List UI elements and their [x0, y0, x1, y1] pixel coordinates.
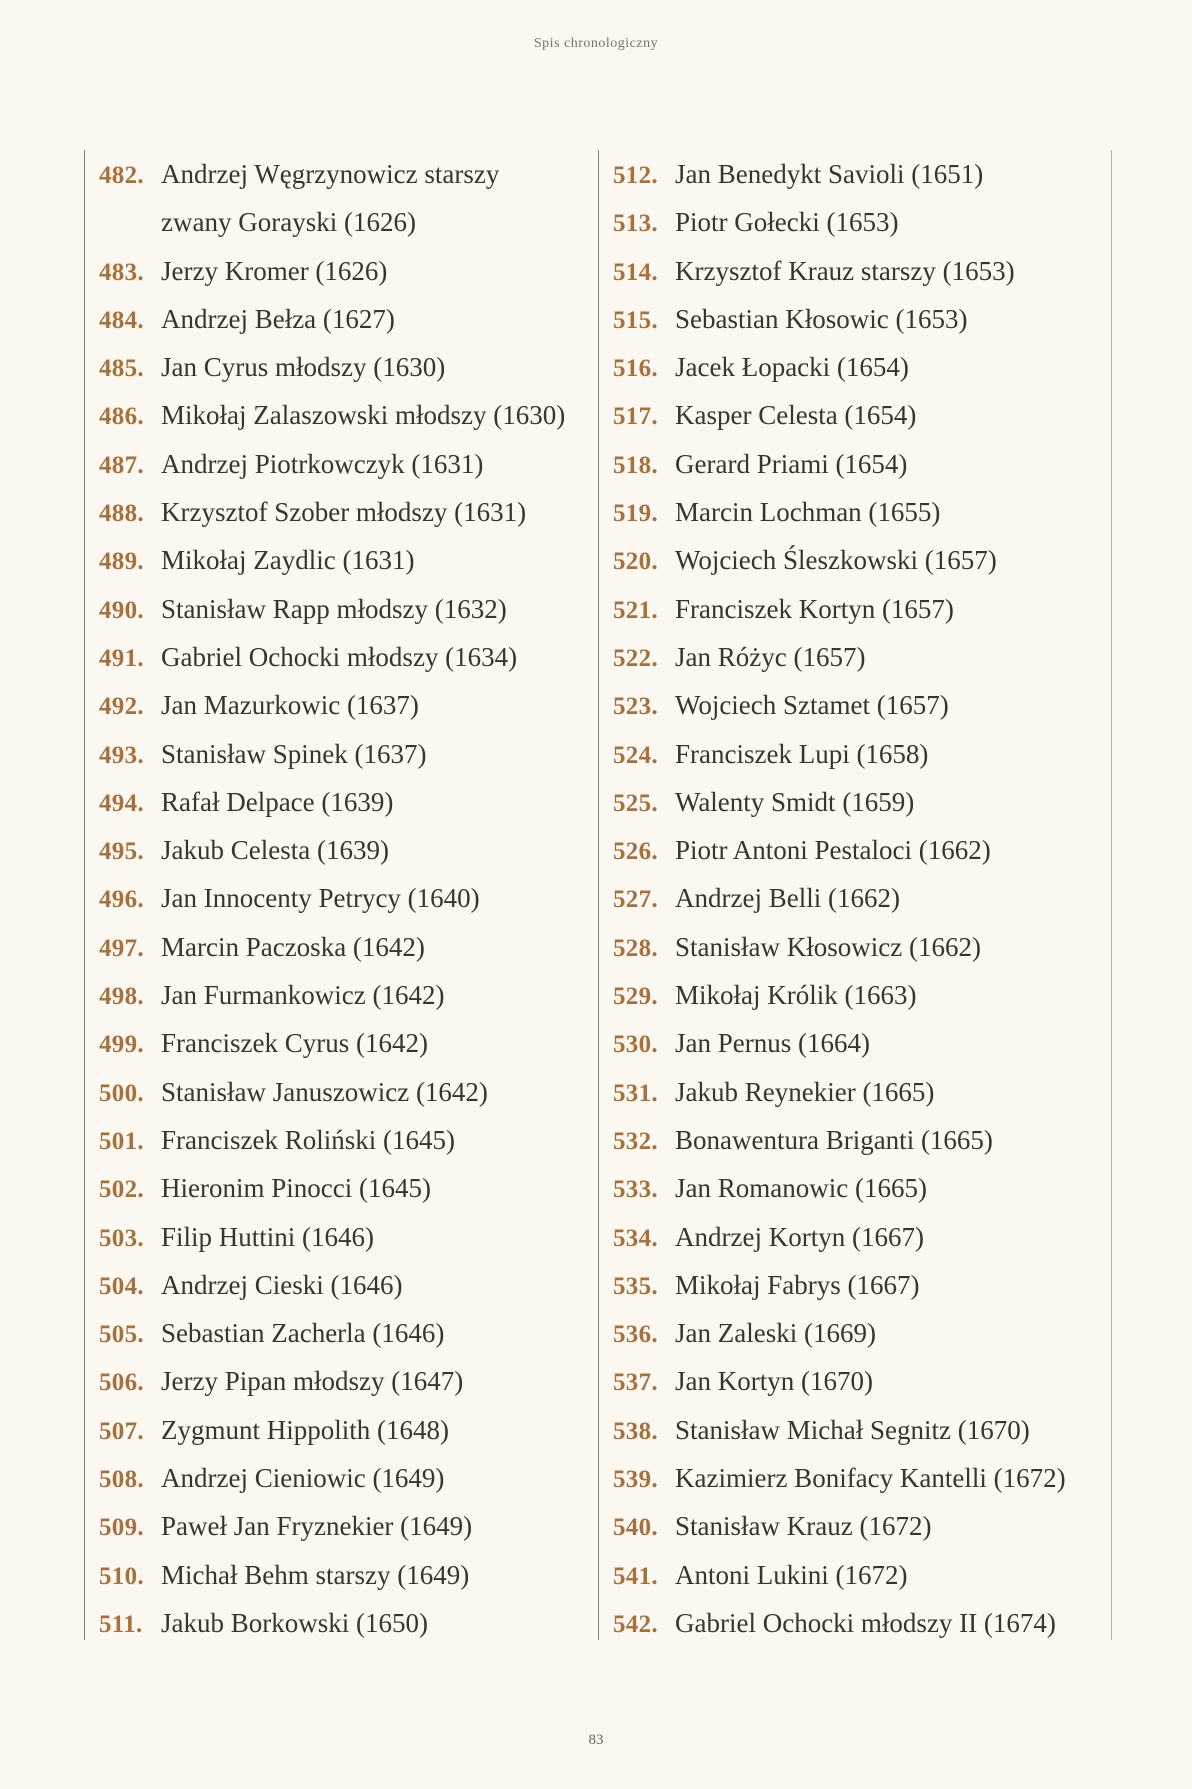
list-item — [85, 971, 590, 1019]
entry-number: 496. — [99, 886, 144, 914]
entry-name: Mikołaj Zaydlic (1631) — [161, 545, 415, 576]
entry-number: 528. — [613, 934, 658, 962]
entry-number: 536. — [613, 1321, 658, 1349]
list-item — [599, 1019, 1111, 1067]
entry-number: 498. — [99, 983, 144, 1011]
entry-number: 493. — [99, 741, 144, 769]
entry-number: 497. — [99, 934, 144, 962]
entry-name: Krzysztof Krauz starszy (1653) — [675, 255, 1015, 286]
entry-number: 485. — [99, 355, 144, 383]
list-item — [599, 150, 1111, 198]
entry-name: Jan Furmankowicz (1642) — [161, 980, 445, 1011]
entry-name: Jakub Celesta (1639) — [161, 835, 389, 866]
list-item — [599, 391, 1111, 439]
entry-number: 491. — [99, 644, 144, 672]
entry-number: 525. — [613, 789, 658, 817]
entry-number: 482. — [99, 162, 144, 189]
entry-name: Jerzy Pipan młodszy (1647) — [161, 1366, 464, 1397]
entry-number: 510. — [99, 1562, 144, 1590]
list-item — [85, 1213, 590, 1261]
entry-number: 516. — [613, 355, 658, 383]
list-item — [85, 1357, 590, 1405]
entry-name: Sebastian Zacherla (1646) — [161, 1318, 445, 1349]
entry-number: 499. — [99, 1031, 144, 1059]
entry-number: 530. — [613, 1031, 658, 1059]
entry-number: 529. — [613, 983, 658, 1011]
entry-number: 504. — [99, 1272, 144, 1300]
list-item — [599, 1502, 1111, 1550]
list-item — [599, 1406, 1111, 1454]
list-item — [599, 1357, 1111, 1405]
list-item — [599, 874, 1111, 922]
list-item — [85, 826, 590, 874]
list-item — [85, 536, 590, 584]
entry-name: Stanisław Michał Segnitz (1670) — [675, 1414, 1030, 1445]
entry-name: Jakub Reynekier (1665) — [675, 1076, 935, 1107]
list-item — [85, 778, 590, 826]
entry-name: Wojciech Śleszkowski (1657) — [675, 545, 997, 576]
entry-name: Franciszek Kortyn (1657) — [675, 593, 954, 624]
entry-name: Piotr Gołecki (1653) — [675, 207, 899, 238]
list-item — [599, 343, 1111, 391]
entry-name: Jacek Łopacki (1654) — [675, 352, 909, 383]
right-column — [598, 150, 1112, 1640]
entry-name: Jan Kortyn (1670) — [675, 1366, 873, 1397]
list-item — [85, 874, 590, 922]
list-item — [599, 1599, 1111, 1647]
entry-name: Jakub Borkowski (1650) — [161, 1607, 428, 1638]
entry-name: Kasper Celesta (1654) — [675, 400, 917, 431]
entry-name: Franciszek Lupi (1658) — [675, 738, 929, 769]
entry-name: Paweł Jan Fryznekier (1649) — [161, 1511, 473, 1542]
entry-number: 495. — [99, 838, 144, 866]
entry-name: Andrzej Bełza (1627) — [161, 303, 395, 334]
list-item — [85, 681, 590, 729]
list-item — [85, 730, 590, 778]
list-item — [599, 633, 1111, 681]
list-item — [85, 1599, 590, 1647]
entry-name: Jan Zaleski (1669) — [675, 1318, 876, 1349]
entry-number: 503. — [99, 1224, 144, 1252]
entry-name: Jan Romanowic (1665) — [675, 1173, 927, 1204]
entry-number: 526. — [613, 838, 658, 866]
entry-number: 537. — [613, 1369, 658, 1397]
entry-name: Hieronim Pinocci (1645) — [161, 1173, 431, 1204]
entry-name: Antoni Lukini (1672) — [675, 1559, 908, 1590]
entry-name: Stanisław Januszowicz (1642) — [161, 1076, 488, 1107]
list-item — [85, 1164, 590, 1212]
entry-number: 540. — [613, 1514, 658, 1542]
entry-name: Jan Różyc (1657) — [675, 641, 866, 672]
list-item — [85, 1454, 590, 1502]
entry-number: 500. — [99, 1079, 144, 1107]
entry-name: Stanisław Krauz (1672) — [675, 1511, 932, 1542]
entry-name: Kazimierz Bonifacy Kantelli (1672) — [675, 1463, 1066, 1494]
page-number: 83 — [588, 1732, 604, 1748]
entry-number: 488. — [99, 500, 144, 528]
entry-number: 519. — [613, 500, 658, 528]
entry-number: 534. — [613, 1224, 658, 1252]
entry-name: Mikołaj Fabrys (1667) — [675, 1269, 920, 1300]
list-item — [599, 1164, 1111, 1212]
list-item — [599, 971, 1111, 1019]
entry-number: 483. — [99, 258, 144, 286]
entry-name: Krzysztof Szober młodszy (1631) — [161, 497, 527, 528]
list-item — [85, 1261, 590, 1309]
entry-number: 514. — [613, 258, 658, 286]
entry-name: Jerzy Kromer (1626) — [161, 255, 388, 286]
entry-number: 509. — [99, 1514, 144, 1542]
entry-number: 505. — [99, 1321, 144, 1349]
list-item — [85, 1019, 590, 1067]
entry-name: Wojciech Sztamet (1657) — [675, 690, 949, 721]
entry-number: 494. — [99, 789, 144, 817]
entry-number: 539. — [613, 1466, 658, 1494]
entry-name: Jan Mazurkowic (1637) — [161, 690, 419, 721]
list-item — [85, 1309, 590, 1357]
entry-number: 522. — [613, 644, 658, 672]
entry-name: Marcin Paczoska (1642) — [161, 931, 425, 962]
list-item — [85, 198, 590, 246]
entry-name: Franciszek Cyrus (1642) — [161, 1028, 428, 1059]
list-item — [85, 247, 590, 295]
list-item — [599, 536, 1111, 584]
list-item — [85, 1406, 590, 1454]
entry-name: Franciszek Roliński (1645) — [161, 1124, 455, 1155]
entry-number: 538. — [613, 1417, 658, 1445]
entry-number: 532. — [613, 1127, 658, 1155]
list-item — [85, 1502, 590, 1550]
entry-number: 524. — [613, 741, 658, 769]
entry-name: Mikołaj Zalaszowski młodszy (1630) — [161, 400, 566, 431]
list-item — [599, 1068, 1111, 1116]
list-item — [85, 585, 590, 633]
entry-name: Filip Huttini (1646) — [161, 1221, 375, 1252]
list-item — [599, 440, 1111, 488]
entry-name: Gabriel Ochocki młodszy II (1674) — [675, 1607, 1056, 1638]
entry-number: 513. — [613, 210, 658, 238]
entry-name: Stanisław Kłosowicz (1662) — [675, 931, 981, 962]
entry-name: Michał Behm starszy (1649) — [161, 1559, 470, 1590]
entry-name: Jan Benedykt Savioli (1651) — [675, 159, 984, 189]
list-item — [599, 1309, 1111, 1357]
entry-name: Andrzej Piotrkowczyk (1631) — [161, 448, 484, 479]
entry-number: 511. — [99, 1610, 143, 1638]
list-item — [85, 440, 590, 488]
entry-number: 542. — [613, 1610, 658, 1638]
list-item — [599, 1551, 1111, 1599]
entry-number: 517. — [613, 403, 658, 431]
entry-number: 515. — [613, 306, 658, 334]
entry-number: 527. — [613, 886, 658, 914]
entry-number: 489. — [99, 548, 144, 576]
entry-number: 484. — [99, 306, 144, 334]
list-item — [599, 1116, 1111, 1164]
entry-number: 502. — [99, 1176, 144, 1204]
list-item — [599, 730, 1111, 778]
running-head: Spis chronologiczny — [533, 36, 659, 51]
left-column — [84, 150, 590, 1640]
entry-name: Gerard Priami (1654) — [675, 448, 908, 479]
entry-name: Zygmunt Hippolith (1648) — [161, 1414, 449, 1445]
list-item — [599, 585, 1111, 633]
list-item — [599, 488, 1111, 536]
entry-name: zwany Gorayski (1626) — [161, 207, 416, 238]
entry-number: 518. — [613, 451, 658, 479]
list-item — [599, 1261, 1111, 1309]
list-item — [85, 343, 590, 391]
entry-name: Andrzej Cieniowic (1649) — [161, 1463, 445, 1494]
list-item — [599, 1454, 1111, 1502]
list-item — [599, 247, 1111, 295]
list-item — [599, 295, 1111, 343]
entry-name: Gabriel Ochocki młodszy (1634) — [161, 641, 518, 672]
entry-number: 520. — [613, 548, 658, 576]
list-item — [85, 633, 590, 681]
list-item — [85, 1551, 590, 1599]
list-item — [599, 923, 1111, 971]
list-item — [85, 1116, 590, 1164]
entry-number: 533. — [613, 1176, 658, 1204]
entry-name: Andrzej Belli (1662) — [675, 883, 900, 914]
entry-number: 535. — [613, 1272, 658, 1300]
entry-name: Jan Cyrus młodszy (1630) — [161, 352, 446, 383]
list-item — [599, 198, 1111, 246]
entry-name: Andrzej Cieski (1646) — [161, 1269, 403, 1300]
entry-name: Piotr Antoni Pestaloci (1662) — [675, 835, 991, 866]
entry-number: 541. — [613, 1562, 658, 1590]
entry-name: Walenty Smidt (1659) — [675, 786, 915, 817]
entry-number: 521. — [613, 596, 658, 624]
list-item — [599, 826, 1111, 874]
entry-number: 512. — [613, 162, 658, 189]
list-item — [599, 1213, 1111, 1261]
entry-name: Marcin Lochman (1655) — [675, 497, 941, 528]
entry-number: 492. — [99, 693, 144, 721]
list-item — [599, 681, 1111, 729]
entry-name: Jan Innocenty Petrycy (1640) — [161, 883, 480, 914]
entry-number: 486. — [99, 403, 144, 431]
entry-number: 506. — [99, 1369, 144, 1397]
entry-name: Andrzej Kortyn (1667) — [675, 1221, 924, 1252]
entry-number: 507. — [99, 1417, 144, 1445]
list-item — [85, 923, 590, 971]
list-item — [85, 295, 590, 343]
list-item — [85, 488, 590, 536]
entry-number: 531. — [613, 1079, 658, 1107]
list-item — [85, 391, 590, 439]
entry-name: Rafał Delpace (1639) — [161, 786, 394, 817]
entry-number: 523. — [613, 693, 658, 721]
entry-name: Stanisław Rapp młodszy (1632) — [161, 593, 507, 624]
entry-number: 501. — [99, 1127, 144, 1155]
entry-name: Mikołaj Królik (1663) — [675, 980, 917, 1011]
list-item — [85, 1068, 590, 1116]
entry-number: 487. — [99, 451, 144, 479]
entry-name: Stanisław Spinek (1637) — [161, 738, 427, 769]
entry-name: Andrzej Węgrzynowicz starszy — [161, 159, 500, 189]
entry-name: Bonawentura Briganti (1665) — [675, 1124, 993, 1155]
entry-name: Sebastian Kłosowic (1653) — [675, 303, 968, 334]
list-item — [599, 778, 1111, 826]
entry-number: 490. — [99, 596, 144, 624]
list-item — [85, 150, 590, 198]
entry-number: 508. — [99, 1466, 144, 1494]
entry-name: Jan Pernus (1664) — [675, 1028, 870, 1059]
